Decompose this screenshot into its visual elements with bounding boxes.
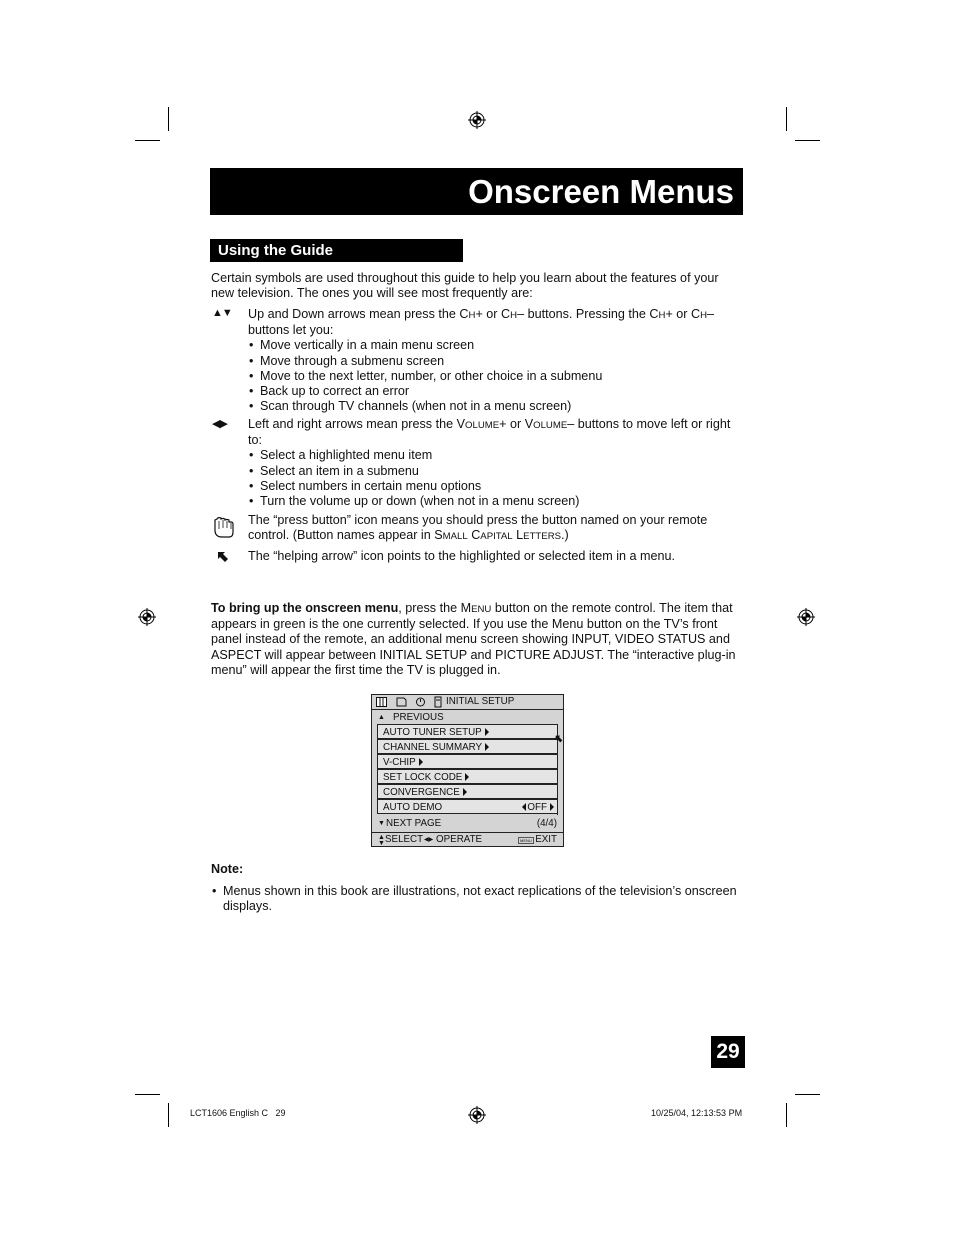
right-arrow-icon <box>463 788 467 796</box>
crop-mark <box>786 1103 787 1127</box>
crop-mark <box>135 1094 160 1095</box>
left-right-arrows-icon: ◀▶ <box>212 418 227 430</box>
list-item: • Scan through TV channels (when not in a menu screen) <box>248 399 738 414</box>
text: V-CHIP <box>383 757 416 768</box>
bring-up-paragraph <box>211 601 741 678</box>
right-arrow-icon <box>465 773 469 781</box>
crop-mark <box>168 1103 169 1127</box>
text: ETTERS <box>523 531 562 543</box>
text: NEXT PAGE <box>386 818 442 829</box>
text: buttons let you: <box>248 323 334 338</box>
menu-header-title: INITIAL SETUP <box>446 696 515 707</box>
text: C <box>459 307 469 321</box>
menu-item-channel-summary <box>377 739 557 754</box>
text: MALL <box>442 531 468 543</box>
section-heading: Using the Guide <box>218 242 334 259</box>
text: .) <box>561 528 569 543</box>
text: CHANNEL SUMMARY <box>383 742 483 753</box>
text: SET LOCK CODE <box>383 772 463 783</box>
text: H <box>510 310 518 321</box>
right-arrow-icon <box>485 728 489 736</box>
picture-tab-icon <box>396 697 407 707</box>
setup-tab-icon <box>376 697 387 707</box>
text: menu” will appear the first time the TV is plugged in. <box>211 662 501 677</box>
menu-previous <box>377 710 557 725</box>
registration-mark-icon <box>797 608 815 626</box>
text: + or <box>665 307 691 321</box>
right-arrow-icon <box>485 743 489 751</box>
leftright-list <box>248 448 738 509</box>
text: displays. <box>223 899 272 914</box>
list-item: • Move through a submenu screen <box>248 354 738 369</box>
updown-description <box>248 307 738 414</box>
page-title: Onscreen Menus <box>468 173 734 210</box>
up-arrow-icon: ▲ <box>378 714 385 721</box>
text: L <box>516 528 524 543</box>
text: CONVERGENCE <box>383 787 460 798</box>
list-item: • Select numbers in certain menu options <box>248 479 738 494</box>
timer-tab-icon <box>415 697 426 707</box>
list-item: • Select a highlighted menu item <box>248 448 738 463</box>
text: OLUME <box>533 420 568 431</box>
right-arrow-icon <box>550 803 554 811</box>
left-right-arrows-icon: ◀▶ <box>424 837 434 843</box>
registration-mark-icon <box>138 608 156 626</box>
updown-list <box>248 338 738 414</box>
note-body <box>211 884 741 914</box>
bullet: • <box>212 884 217 898</box>
list-item: • Select an item in a submenu <box>248 464 738 479</box>
text: V <box>524 417 534 431</box>
text: AUTO TUNER SETUP <box>383 727 482 738</box>
text: appears in green is the one currently selected. If you use the Menu button on the TV’s front <box>211 617 718 632</box>
text: button on the remote control. The item that <box>491 601 733 615</box>
page-number: 29 <box>711 1036 745 1068</box>
text: M <box>460 601 472 615</box>
text: control. (Button names appear in <box>248 528 435 543</box>
title-bar <box>210 168 743 215</box>
crop-mark <box>795 1094 820 1095</box>
text: to: <box>248 433 263 448</box>
text: C <box>649 307 659 321</box>
helping-description: The “helping arrow” icon points to the highlighted or selected item in a menu. <box>248 549 676 563</box>
up-down-arrows-icon: ▲▼ <box>212 307 232 319</box>
text: To bring up the onscreen menu <box>211 601 399 615</box>
text: C <box>501 307 511 321</box>
text: OPERATE <box>436 834 483 845</box>
text: SELECT <box>385 834 424 845</box>
text: panel instead of the remote, an additional menu screen showing INPUT, VIDEO STATUS and <box>211 632 730 647</box>
crop-mark <box>795 140 820 141</box>
up-down-arrows-icon: ▲ ▼ <box>378 834 385 847</box>
text: C <box>471 528 481 543</box>
crop-mark <box>135 140 160 141</box>
press-button-icon <box>212 516 236 540</box>
press-description <box>248 513 738 544</box>
text: H <box>658 310 666 321</box>
text: H <box>468 310 476 321</box>
remote-tab-icon <box>433 696 443 708</box>
note-heading: Note: <box>211 862 244 876</box>
down-arrow-icon: ▼ <box>378 820 385 827</box>
menu-screen-illustration <box>371 694 564 847</box>
menu-item-auto-tuner-setup <box>377 724 557 739</box>
helping-arrow-icon <box>217 551 229 563</box>
text: H <box>700 310 708 321</box>
text: ASPECT will appear between INITIAL SETUP and PICTURE ADJUST. The “interactive plug-in <box>211 647 736 662</box>
text: Menus shown in this book are illustrations, not exact replications of the television’s onscreen <box>223 884 737 898</box>
footer-right: 10/25/04, 12:13:53 PM <box>651 1108 743 1118</box>
text: C <box>691 307 701 321</box>
section-heading-bar <box>210 239 463 262</box>
text: , press the <box>398 601 461 615</box>
list-item: • Move vertically in a main menu screen <box>248 338 738 353</box>
text: OLUME <box>465 420 500 431</box>
text: Left and right arrows mean press the <box>248 417 457 431</box>
right-arrow-icon <box>419 758 423 766</box>
text: V <box>456 417 466 431</box>
menu-footer <box>372 833 563 847</box>
footer-left: LCT1606 English C 29 <box>190 1108 286 1118</box>
list-item: • Turn the volume up or down (when not in a menu screen) <box>248 494 738 509</box>
text: S <box>434 528 443 543</box>
menu-key-icon: MENU <box>520 838 532 843</box>
text: – buttons. Pressing the <box>517 307 650 321</box>
text: + or <box>475 307 502 321</box>
auto-demo-value <box>522 800 554 815</box>
list-item: • Back up to correct an error <box>248 384 738 399</box>
text: – buttons to move left or right <box>567 417 731 431</box>
text: The “press button” icon means you should press the button named on your remote <box>248 513 708 527</box>
menu-page-indicator: (4/4) <box>536 818 557 829</box>
helping-arrow-icon <box>555 735 563 743</box>
menu-next-page <box>372 816 563 833</box>
text: APITAL <box>480 531 513 543</box>
text: PREVIOUS <box>393 712 444 723</box>
registration-mark-icon <box>468 1106 486 1124</box>
menu-item-v-chip <box>377 754 557 769</box>
text: Up and Down arrows mean press the <box>248 307 460 321</box>
intro-paragraph: Certain symbols are used throughout this guide to help you learn about the features of your new television. The ones you will see most frequently are: <box>211 271 719 301</box>
list-item: • Move to the next letter, number, or other choice in a submenu <box>248 369 738 384</box>
menu-item-convergence <box>377 784 557 799</box>
text: ENU <box>471 604 492 615</box>
text: – <box>707 307 715 321</box>
text: AUTO DEMO <box>383 802 443 813</box>
menu-item-set-lock-code <box>377 769 557 784</box>
text: + or <box>499 417 525 431</box>
text: OFF <box>527 802 547 813</box>
left-arrow-icon <box>522 803 526 811</box>
registration-mark-icon <box>468 111 486 129</box>
menu-item-auto-demo <box>377 799 557 814</box>
crop-mark <box>786 107 787 131</box>
menu-header <box>372 695 563 710</box>
leftright-description <box>248 417 738 509</box>
crop-mark <box>168 107 169 131</box>
text: EXIT <box>535 834 557 845</box>
